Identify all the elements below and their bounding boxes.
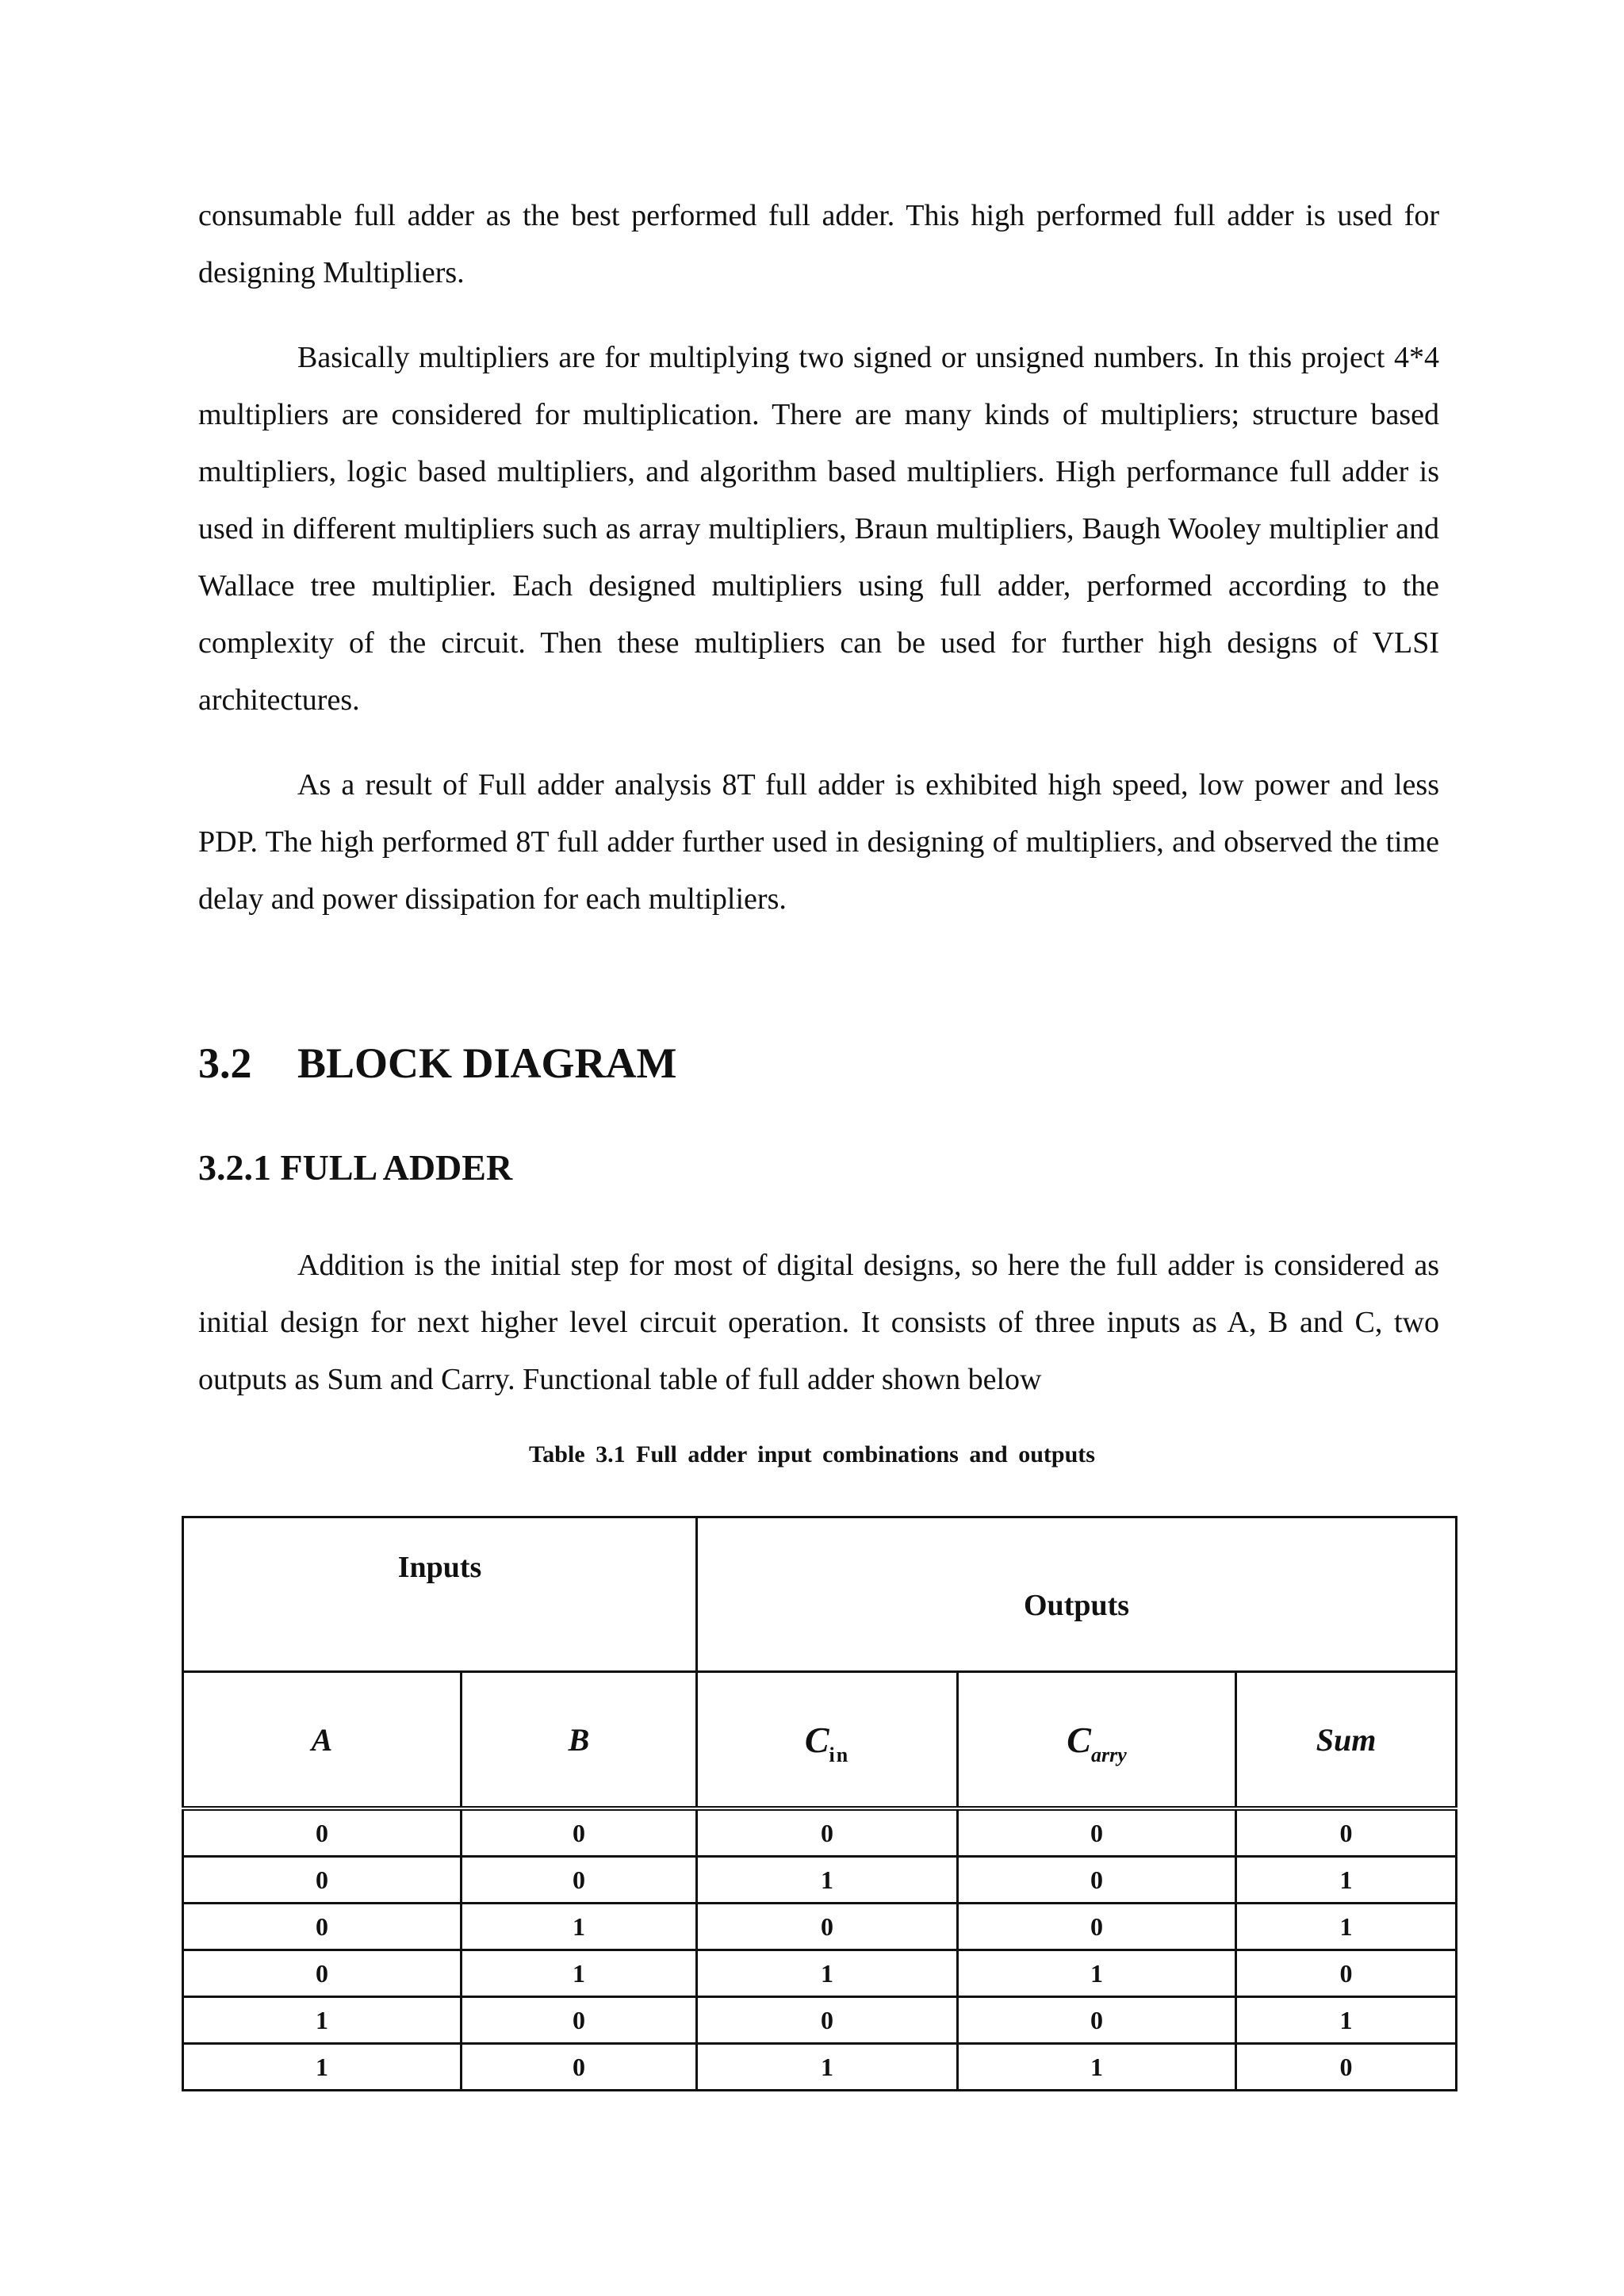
column-header-a: A [183,1672,462,1809]
cell-cin: 1 [697,1857,958,1904]
paragraph-multipliers: Basically multipliers are for multiplying two signed or unsigned numbers. In this project 4*4 multipliers are considered for multiplication. There are many kinds of multipliers; structure based multipliers, logic based multipliers, and algorithm based multipliers. High performance full adder is used in different multipliers such as array multipliers, Braun multipliers, Baugh Wooley multiplier and Wallace tree multiplier. Each designed multipliers using full adder, performed according to the complexity of the circuit. Then these multipliers can be used for further high designs of VLSI architectures. [198,341,1439,717]
cell-carry: 0 [958,1904,1236,1950]
cell-carry: 0 [958,1808,1236,1857]
outputs-group-header: Outputs [697,1517,1457,1672]
cell-sum: 0 [1236,2044,1457,2091]
table-caption: Table 3.1 Full adder input combinations and outputs [529,1441,1095,1468]
cell-cin: 0 [697,1997,958,2044]
cell-a: 0 [183,1808,462,1857]
cell-a: 0 [183,1857,462,1904]
subsection-heading: 3.2.1 FULL ADDER [198,1147,513,1188]
column-header-carry [958,1672,1236,1809]
cell-cin: 1 [697,2044,958,2091]
cell-sum: 1 [1236,1857,1457,1904]
cell-carry: 1 [958,2044,1236,2091]
table-group-header-row [183,1517,1457,1672]
cell-cin: 0 [697,1808,958,1857]
paragraph-full-adder-description: Addition is the initial step for most of digital designs, so here the full adder is considered as initial design for next higher level circuit operation. It consists of three inputs as A, B and C, two outputs as Sum and Carry. Functional table of full adder shown below [198,1249,1439,1396]
cell-b: 1 [462,1950,697,1997]
cin-subscript: in [829,1743,850,1766]
cell-carry: 0 [958,1997,1236,2044]
cell-a: 1 [183,2044,462,2091]
cell-sum: 1 [1236,1997,1457,2044]
paragraph-intro: consumable full adder as the best performed full adder. This high performed full adder is used for designing Multipliers. [198,199,1439,289]
column-header-sum: Sum [1236,1672,1457,1809]
paragraph-analysis-result: As a result of Full adder analysis 8T full adder is exhibited high speed, low power and less PDP. The high performed 8T full adder further used in designing of multipliers, and observed the time delay and power dissipation for each multipliers. [198,768,1439,916]
section-number: 3.2 [198,1039,252,1087]
cell-b: 0 [462,1857,697,1904]
cell-a: 0 [183,1950,462,1997]
cell-b: 0 [462,2044,697,2091]
table-column-header-row [183,1672,1457,1809]
cell-cin: 0 [697,1904,958,1950]
carry-subscript: arry [1090,1743,1127,1766]
cell-b: 0 [462,1808,697,1857]
column-header-cin [697,1672,958,1809]
table-row [183,2044,1457,2091]
carry-main: C [1067,1719,1091,1760]
section-heading [198,1039,677,1088]
cell-a: 0 [183,1904,462,1950]
truth-table [182,1516,1457,2091]
cell-cin: 1 [697,1950,958,1997]
column-header-b: B [462,1672,697,1809]
table-row [183,1857,1457,1904]
cell-sum: 0 [1236,1950,1457,1997]
table-row [183,1808,1457,1857]
cell-a: 1 [183,1997,462,2044]
section-title: BLOCK DIAGRAM [297,1039,677,1087]
cell-sum: 0 [1236,1808,1457,1857]
table-row [183,1997,1457,2044]
table-row [183,1904,1457,1950]
table-row [183,1950,1457,1997]
cell-carry: 1 [958,1950,1236,1997]
inputs-group-header: Inputs [183,1517,697,1672]
cin-main: C [804,1719,829,1760]
cell-b: 0 [462,1997,697,2044]
cell-carry: 0 [958,1857,1236,1904]
cell-sum: 1 [1236,1904,1457,1950]
cell-b: 1 [462,1904,697,1950]
